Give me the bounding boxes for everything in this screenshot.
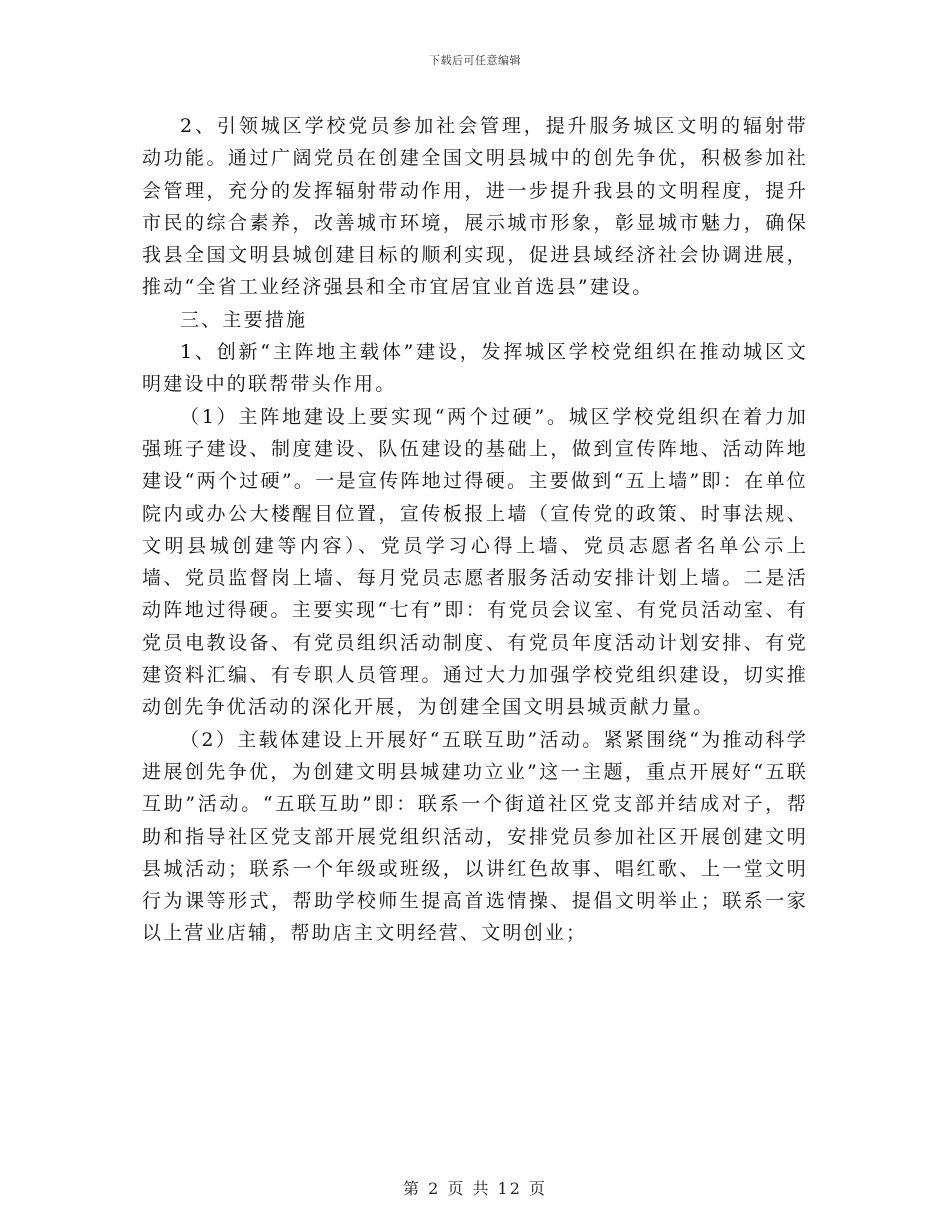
paragraph-five-links-mutual-aid: （2）主载体建设上开展好“五联互助”活动。紧紧围绕“为推动科学进展创先争优，为创建文明县城建功立业”这一主题，重点开展好“五联互助”活动。“五联互助”即：联系一个街道社区党支部并结成对子，帮助和指导社区党支部开展党组织活动，安排党员参加社区开展创建文明县城活动；联系一个年级或班级，以讲红色故事、唱红歌、上一堂文明行为课等形式，帮助学校师生提高首选情操、提倡文明举止；联系一家以上营业店辅，帮助店主文明经营、文明创业； <box>142 728 808 945</box>
paragraph-innovation-building: 1、创新“主阵地主载体”建设，发挥城区学校党组织在推动城区文明建设中的联帮带头作用。 <box>142 341 808 396</box>
paragraph-radiation-function: 2、引领城区学校党员参加社会管理，提升服务城区文明的辐射带动功能。通过广阔党员在创建全国文明县城中的创先争优，积极参加社会管理，充分的发挥辐射带动作用，进一步提升我县的文明程度，提升市民的综合素养，改善城市环境，展示城市形象，彰显城市魅力，确保我县全国文明县城创建目标的顺利实现，促进县域经济社会协调进展，推动“全省工业经济强县和全市宜居宜业首选县”建设。 <box>142 115 808 299</box>
section-heading-main-measures: 三、主要措施 <box>180 308 308 331</box>
document-body <box>142 110 808 950</box>
page-header-note: 下载后可任意编辑 <box>429 54 521 67</box>
page-number-footer: 第 2 页 共 12 页 <box>403 1179 547 1198</box>
paragraph-main-position-building: （1）主阵地建设上要实现“两个过硬”。城区学校党组织在着力加强班子建设、制度建设、队伍建设的基础上，做到宣传阵地、活动阵地建设“两个过硬”。一是宣传阵地过得硬。主要做到“五上墙”即：在单位院内或办公大楼醒目位置，宣传板报上墙（宣传党的政策、时事法规、文明县城创建等内容）、党员学习心得上墙、党员志愿者名单公示上墙、党员监督岗上墙、每月党员志愿者服务活动安排计划上墙。二是活动阵地过得硬。主要实现“七有”即：有党员会议室、有党员活动室、有党员电教设备、有党员组织活动制度、有党员年度活动计划安排、有党建资料汇编、有专职人员管理。通过大力加强学校党组织建设，切实推动创先争优活动的深化开展，为创建全国文明县城贡献力量。 <box>142 405 808 719</box>
